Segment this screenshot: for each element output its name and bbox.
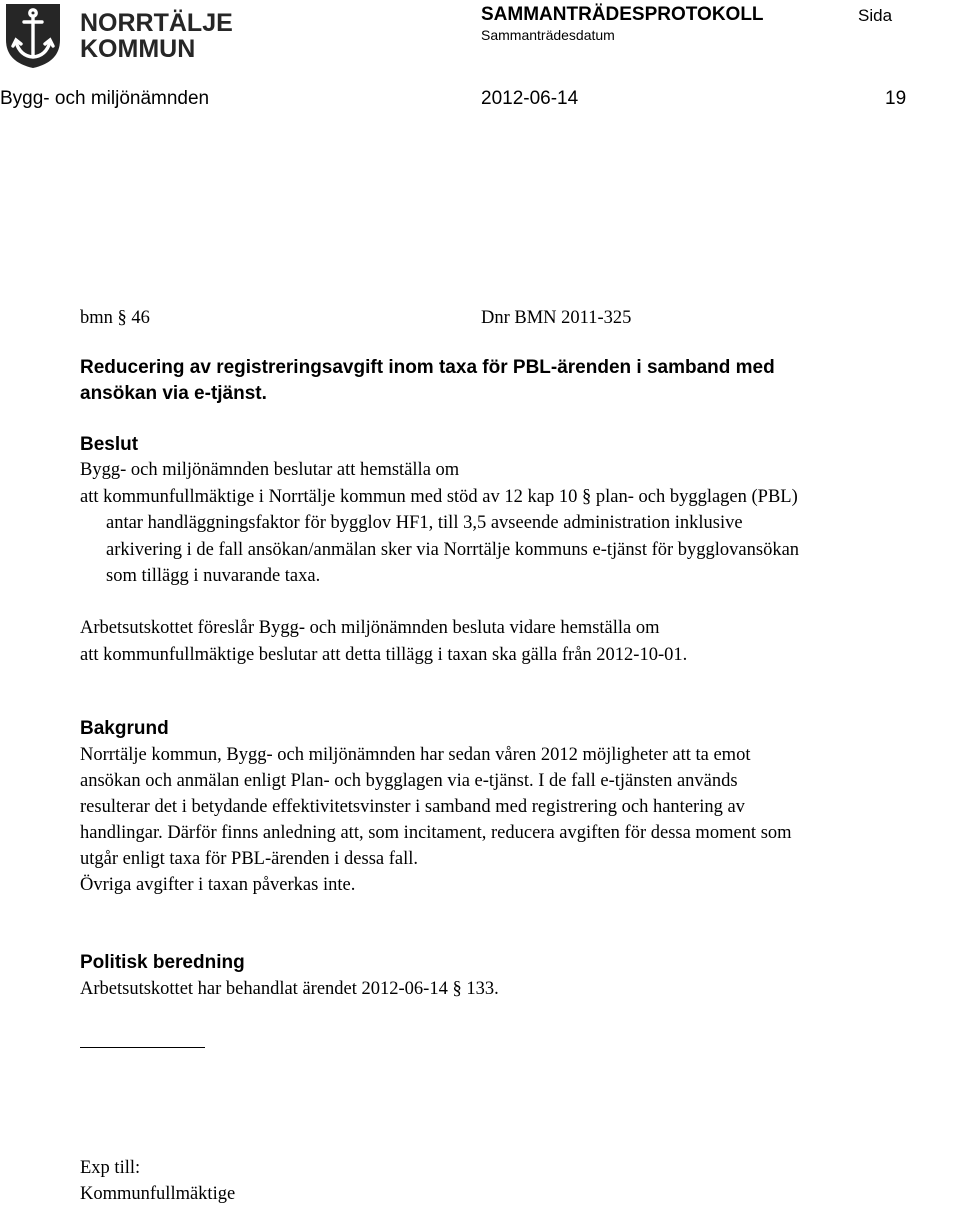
logo — [0, 0, 233, 70]
svg-text:NORRTÄLJE: NORRTÄLJE — [80, 9, 233, 37]
date-label: Sammanträdesdatum — [481, 27, 615, 43]
anchor-icon — [0, 0, 233, 70]
beslut-line: som tillägg i nuvarande taxa. — [106, 566, 321, 586]
beslut-heading: Beslut — [80, 434, 139, 455]
meeting-date: 2012-06-14 — [481, 88, 579, 109]
au-line: Arbetsutskottet föreslår Bygg- och miljönämnden besluta vidare hemställa om — [80, 618, 660, 638]
svg-text:KOMMUN: KOMMUN — [80, 35, 196, 63]
beslut-line: arkivering i de fall ansökan/anmälan sker via Norrtälje kommuns e-tjänst för bygglovansökan — [106, 540, 800, 560]
separator-line — [80, 1047, 205, 1048]
bakgrund-line: handlingar. Därför finns anledning att, som incitament, reducera avgiften för dessa moment som — [80, 823, 792, 843]
bakgrund-line: ansökan och anmälan enligt Plan- och bygglagen via e-tjänst. I de fall e-tjänsten används — [80, 771, 738, 791]
page-label: Sida — [858, 6, 893, 25]
bakgrund-line: resulterar det i betydande effektivitetsvinster i samband med registrering och hantering av — [80, 797, 745, 817]
bakgrund-heading: Bakgrund — [80, 718, 169, 739]
exp-recipient: Kommunfullmäktige — [80, 1184, 236, 1204]
beslut-line: att kommunfullmäktige i Norrtälje kommun med stöd av 12 kap 10 § plan- och bygglagen (PBL) — [80, 487, 798, 507]
page-number: 19 — [885, 88, 907, 109]
bakgrund-line: Övriga avgifter i taxan påverkas inte. — [80, 875, 356, 895]
case-dnr: Dnr BMN 2011-325 — [481, 308, 632, 328]
bakgrund-line: utgår enligt taxa för PBL-ärenden i dessa fall. — [80, 849, 419, 869]
case-title-line-2: ansökan via e-tjänst. — [80, 383, 267, 404]
bakgrund-line: Norrtälje kommun, Bygg- och miljönämnden har sedan våren 2012 möjligheter att ta emot — [80, 745, 751, 765]
case-ref: bmn § 46 — [80, 308, 150, 328]
beredning-line: Arbetsutskottet har behandlat ärendet 2012-06-14 § 133. — [80, 979, 499, 999]
exp-label: Exp till: — [80, 1158, 141, 1178]
protocol-title: SAMMANTRÄDESPROTOKOLL — [481, 4, 764, 25]
beredning-heading: Politisk beredning — [80, 952, 245, 973]
beslut-line: Bygg- och miljönämnden beslutar att hemställa om — [80, 460, 460, 480]
au-line: att kommunfullmäktige beslutar att detta tillägg i taxan ska gälla från 2012-10-01. — [80, 645, 688, 665]
case-title-line-1: Reducering av registreringsavgift inom taxa för PBL-ärenden i samband med — [80, 357, 775, 378]
beslut-line: antar handläggningsfaktor för bygglov HF1, till 3,5 avseende administration inklusive — [106, 513, 743, 533]
committee-name: Bygg- och miljönämnden — [0, 88, 210, 109]
